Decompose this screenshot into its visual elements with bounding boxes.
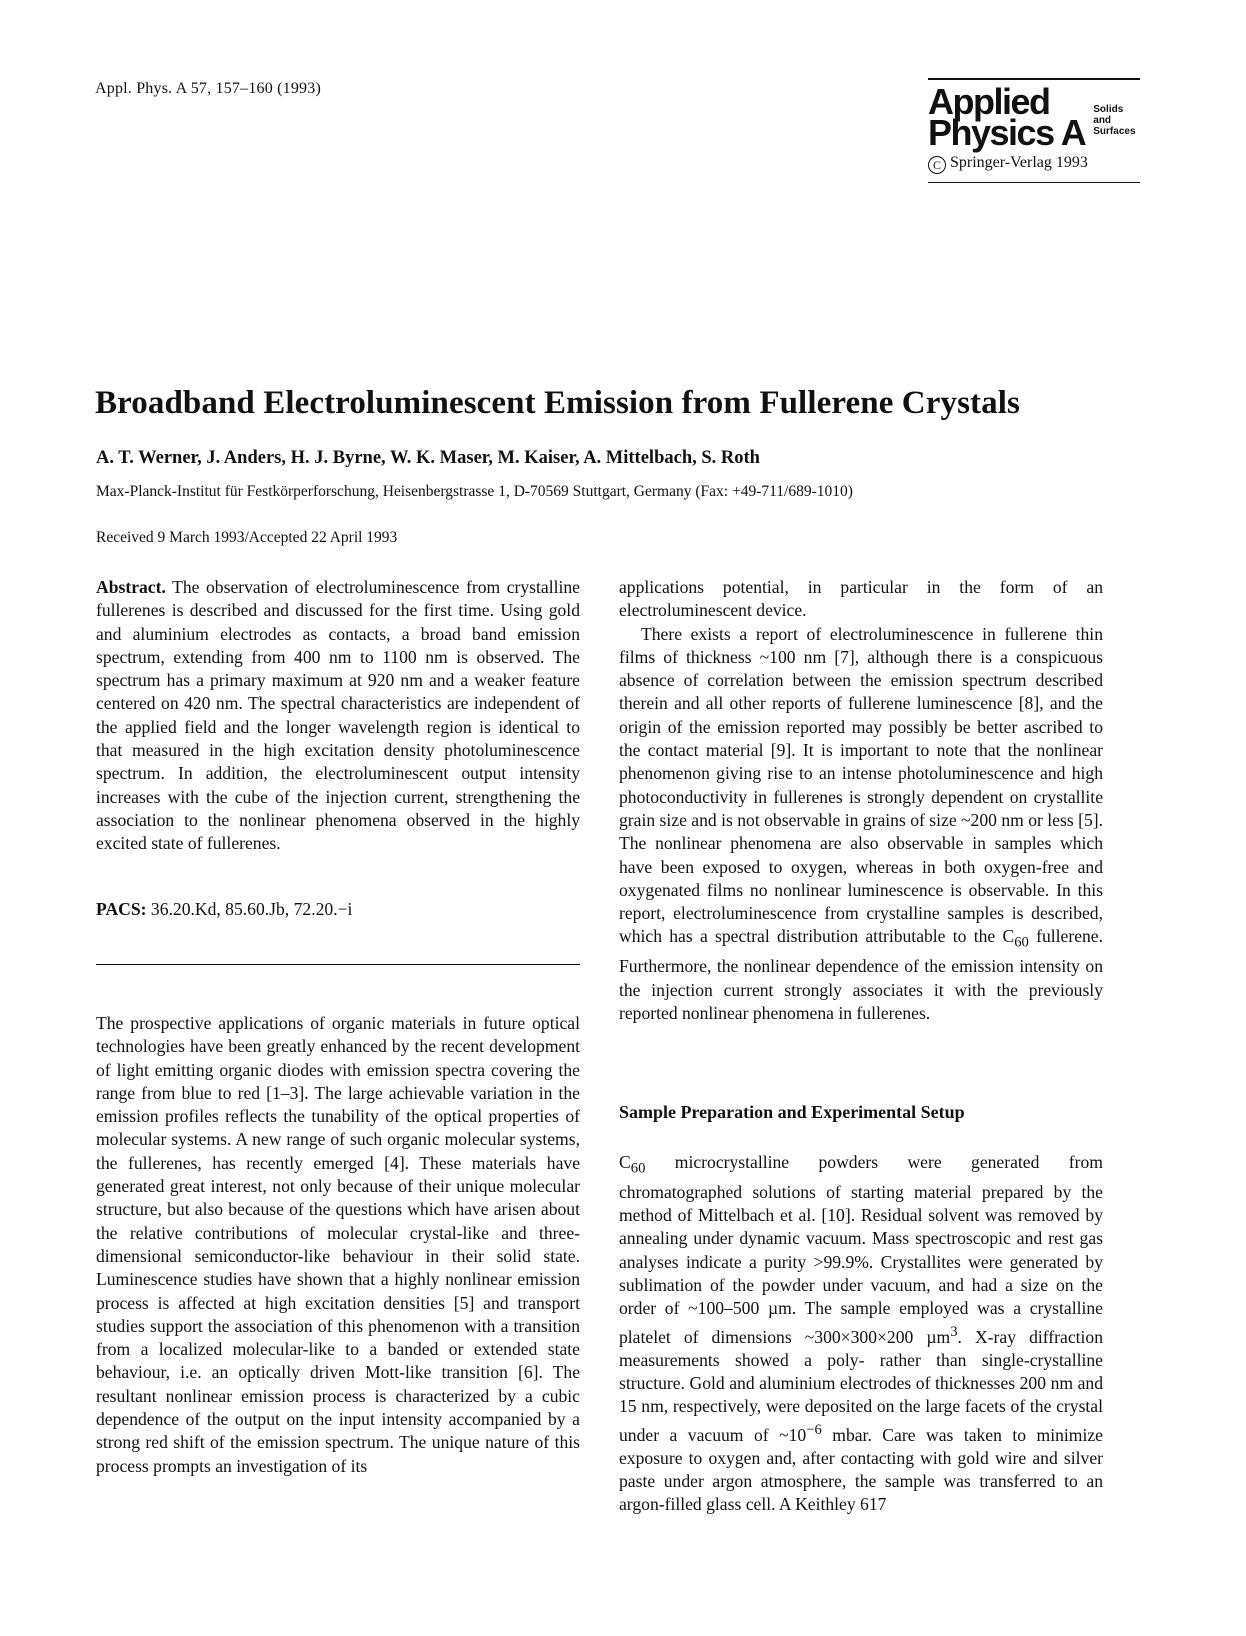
paragraph-text-part2: fullerene. Furthermore, the nonlinear dependence of the emission intensity on the injection current strongly associates it with the previously reported nonlinear phenomena in fullerenes. <box>619 926 1104 1023</box>
logo-title-line2: Physics A <box>928 112 1086 153</box>
paragraph-text-part1: There exists a report of electroluminescence in fullerene thin films of thickness ~100 nm [7], although there is a conspicuous absence of correlation between the emission spectrum described therein and all other reports of fullerene luminescence [8], and the origin of the emission reported may possibly be better ascribed to the contact material [9]. It is important to note that the nonlinear phenomenon giving rise to an intense photoluminescence and high photoconductivity in fullerenes is strongly dependent on crystallite grain size and is not observable in grains of size ~200 nm or less [5]. The nonlinear phenomena are also observable in samples which have been exposed to oxygen, whereas in both oxygen-free and oxygenated films no nonlinear luminescence is observable. In this report, electroluminescence from crystalline samples is described, which has a spectral distribution attributable to the C <box>619 623 1103 947</box>
sample-text-part4: mbar. Care was taken to minimize exposure to oxygen and, after contacting with gold wire and silver paste under argon atmosphere, the sample was transferred to an argon-filled glass cell. A Keithley 617 <box>619 1424 1103 1515</box>
sample-text-part3: . X-ray diffraction measurements showed a poly- rather than single-crystalline structure. Gold and aluminium electrodes of thicknesses 200 nm and 15 nm, respectively, were deposited on the large facets of the crystal under a vacuum of ~10 <box>619 1326 1103 1445</box>
received-dates: Received 9 March 1993/Accepted 22 April 1993 <box>96 529 398 546</box>
article-title: Broadband Electroluminescent Emission from Fullerene Crystals <box>95 385 1020 421</box>
logo-subtitle <box>1093 104 1135 137</box>
sample-preparation <box>619 1151 1103 1517</box>
logo-subtitle-line2: and <box>1093 114 1112 126</box>
pacs-label: PACS: <box>96 899 147 919</box>
introduction <box>96 1012 580 1478</box>
copyright-icon: C <box>928 156 946 174</box>
affiliation: Max-Planck-Institut für Festkörperforschung, Heisenbergstrasse 1, D-70569 Stuttgart, Germany (Fax: +49-711/689-1010) <box>96 483 853 500</box>
sample-superscript-2: −6 <box>806 1421 822 1438</box>
sample-text-part2: microcrystalline powders were generated from chromatographed solutions of starting material prepared by the method of Mittelbach et al. [10]. Residual solvent was removed by annealing under dynamic vacuum. Mass spectroscopic and rest gas analyses indicate a purity >99.9%. Crystallites were generated by sublimation of the powder under vacuum, and had a size on the order of ~100–500 µm. The sample employed was a crystalline platelet of dimensions ~300×300×200 µm <box>619 1152 1103 1347</box>
c60-subscript: 60 <box>1014 934 1029 951</box>
sample-superscript: 3 <box>950 1323 958 1340</box>
logo-title <box>928 81 1086 153</box>
journal-citation: Appl. Phys. A 57, 157–160 (1993) <box>95 80 321 97</box>
sample-text-part1: C <box>619 1152 631 1172</box>
electroluminescence-paragraph <box>619 623 1103 1026</box>
abstract <box>96 576 580 856</box>
logo-bottom-rule <box>928 182 1140 183</box>
logo-title-line1: Applied <box>928 81 1050 122</box>
copyright-line <box>928 154 1140 174</box>
copyright-text: Springer-Verlag 1993 <box>950 154 1088 171</box>
sample-paragraph <box>619 1151 1103 1517</box>
section-heading: Sample Preparation and Experimental Setup <box>619 1102 965 1122</box>
journal-logo <box>928 78 1140 183</box>
abstract-text: The observation of electroluminescence from crystalline fullerenes is described and discussed for the first time. Using gold and aluminium electrodes as contacts, a broad band emission spectrum, extending from 400 nm to 1100 nm is observed. The spectrum has a primary maximum at 920 nm and a weaker feature centered on 420 nm. The spectral characteristics are independent of the applied field and the longer wavelength region is identical to that measured in the high excitation density photoluminescence spectrum. In addition, the electroluminescent output intensity increases with the cube of the injection current, strengthening the association to the nonlinear phenomena observed in the highly excited state of fullerenes. <box>96 577 580 854</box>
sample-subscript: 60 <box>630 1160 646 1177</box>
logo-top-rule <box>928 78 1140 80</box>
intro-paragraph: The prospective applications of organic materials in future optical technologies have been greatly enhanced by the recent development of light emitting organic diodes with emission spectra covering the range from blue to red [1–3]. The large achievable variation in the emission profiles reflects the tunability of the optical properties of molecular systems. A new range of such organic molecular systems, the fullerenes, has recently emerged [4]. These materials have generated great interest, not only because of their unique molecular structure, but also because of the questions which have arisen about the relative contributions of molecular crystal-like and three-dimensional semiconductor-like behaviour in their solid state. Luminescence studies have shown that a highly nonlinear emission process is affected at high excitation densities [5] and transport studies support the association of this phenomenon with a transition from a localized molecular-like to a banded or extended state behaviour, i.e. an optically driven Mott-like transition [6]. The resultant nonlinear emission process is characterized by a cubic dependence of the output on the input intensity accompanied by a strong red shift of the emission spectrum. The unique nature of this process prompts an investigation of its <box>96 1013 580 1476</box>
introduction-continued <box>619 576 1103 1025</box>
abstract-label: Abstract. <box>96 577 166 597</box>
logo-subtitle-line3: Surfaces <box>1093 125 1136 137</box>
continuation-paragraph: applications potential, in particular in the form of an electroluminescent device. <box>619 577 1103 621</box>
author-list: A. T. Werner, J. Anders, H. J. Byrne, W. K. Maser, M. Kaiser, A. Mittelbach, S. Roth <box>96 448 760 468</box>
logo-subtitle-line1: Solids <box>1093 103 1124 115</box>
abstract-divider <box>96 964 580 965</box>
pacs-text: 36.20.Kd, 85.60.Jb, 72.20.−i <box>146 899 353 919</box>
pacs-codes <box>96 898 580 921</box>
